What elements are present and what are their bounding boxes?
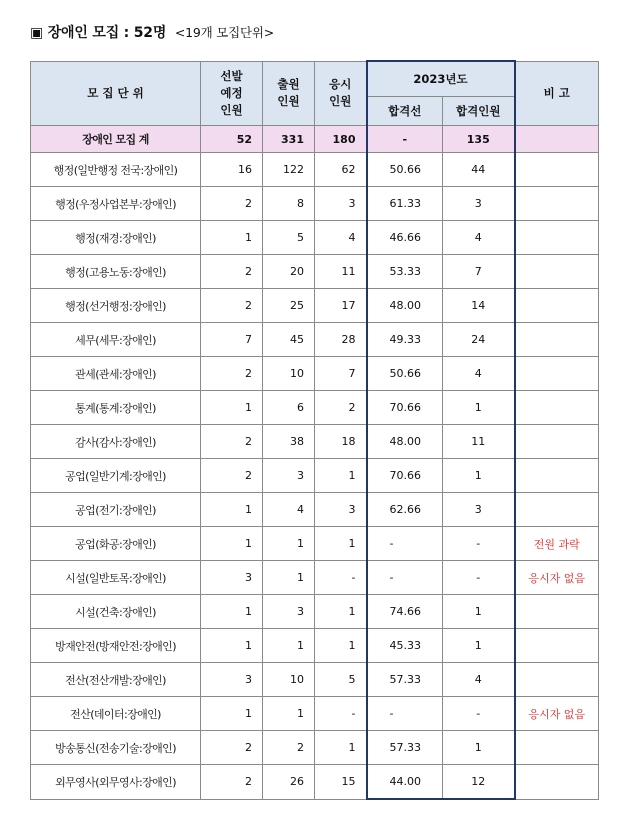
cell-planned: 2 <box>201 765 263 800</box>
cell-applied: 45 <box>263 323 315 357</box>
cell-applied: 26 <box>263 765 315 800</box>
cell-cutoff: 57.33 <box>367 663 443 697</box>
table-row <box>31 425 599 459</box>
header-passed: 합격인원 <box>443 97 515 126</box>
cell-applied: 38 <box>263 425 315 459</box>
cell-applied: 1 <box>263 527 315 561</box>
table-row <box>31 765 599 800</box>
cell-tested: 7 <box>315 357 367 391</box>
cell-planned: 2 <box>201 255 263 289</box>
cell-applied: 4 <box>263 493 315 527</box>
cell-planned: 1 <box>201 221 263 255</box>
cell-note <box>515 459 599 493</box>
cell-tested: 5 <box>315 663 367 697</box>
table-body <box>31 126 599 800</box>
cell-passed: - <box>443 697 515 731</box>
recruitment-table <box>30 60 599 800</box>
cell-passed: 1 <box>443 731 515 765</box>
table-row <box>31 255 599 289</box>
cell-tested: 1 <box>315 527 367 561</box>
cell-name: 통계(통계:장애인) <box>31 391 201 425</box>
cell-name: 행정(일반행정 전국:장애인) <box>31 153 201 187</box>
total-note <box>515 126 599 153</box>
table-row <box>31 221 599 255</box>
total-planned: 52 <box>201 126 263 153</box>
cell-cutoff: 70.66 <box>367 391 443 425</box>
cell-note <box>515 493 599 527</box>
cell-note <box>515 187 599 221</box>
cell-planned: 2 <box>201 731 263 765</box>
cell-cutoff: 70.66 <box>367 459 443 493</box>
cell-planned: 2 <box>201 289 263 323</box>
cell-name: 세무(세무:장애인) <box>31 323 201 357</box>
cell-note: 전원 과락 <box>515 527 599 561</box>
header-cutoff: 합격선 <box>367 97 443 126</box>
total-name: 장애인 모집 계 <box>31 126 201 153</box>
cell-note <box>515 663 599 697</box>
header-tested-text: 응시 인원 <box>329 77 352 109</box>
cell-name: 행정(재경:장애인) <box>31 221 201 255</box>
cell-cutoff: 50.66 <box>367 153 443 187</box>
cell-tested: 18 <box>315 425 367 459</box>
cell-name: 방재안전(방재안전:장애인) <box>31 629 201 663</box>
cell-name: 관세(관세:장애인) <box>31 357 201 391</box>
cell-cutoff: - <box>367 697 443 731</box>
total-cutoff: - <box>367 126 443 153</box>
cell-cutoff: 57.33 <box>367 731 443 765</box>
header-planned <box>201 61 263 126</box>
cell-note <box>515 391 599 425</box>
cell-cutoff: - <box>367 527 443 561</box>
cell-planned: 3 <box>201 663 263 697</box>
cell-passed: 4 <box>443 663 515 697</box>
cell-note: 응시자 없음 <box>515 697 599 731</box>
cell-applied: 10 <box>263 357 315 391</box>
cell-tested: - <box>315 561 367 595</box>
cell-tested: 1 <box>315 629 367 663</box>
cell-note <box>515 289 599 323</box>
cell-note <box>515 765 599 800</box>
table-row <box>31 153 599 187</box>
square-marker-icon: ▣ <box>30 25 44 41</box>
cell-note <box>515 255 599 289</box>
cell-tested: 11 <box>315 255 367 289</box>
cell-name: 외무영사(외무영사:장애인) <box>31 765 201 800</box>
cell-tested: 15 <box>315 765 367 800</box>
cell-note <box>515 731 599 765</box>
cell-note <box>515 323 599 357</box>
header-note: 비 고 <box>515 61 599 126</box>
cell-passed: 24 <box>443 323 515 357</box>
header-applied-text: 출원 인원 <box>277 77 300 109</box>
cell-name: 감사(감사:장애인) <box>31 425 201 459</box>
title-sub: <19개 모집단위> <box>174 25 275 40</box>
cell-applied: 5 <box>263 221 315 255</box>
cell-note <box>515 629 599 663</box>
cell-tested: 1 <box>315 459 367 493</box>
cell-applied: 1 <box>263 697 315 731</box>
total-tested: 180 <box>315 126 367 153</box>
total-applied: 331 <box>263 126 315 153</box>
cell-tested: - <box>315 697 367 731</box>
cell-note <box>515 153 599 187</box>
table-row <box>31 663 599 697</box>
cell-note <box>515 425 599 459</box>
cell-passed: 1 <box>443 459 515 493</box>
cell-name: 행정(선거행정:장애인) <box>31 289 201 323</box>
title-main: 장애인 모집 : 52명 <box>47 25 167 41</box>
cell-passed: - <box>443 527 515 561</box>
table-row <box>31 561 599 595</box>
cell-passed: 1 <box>443 391 515 425</box>
cell-name: 공업(화공:장애인) <box>31 527 201 561</box>
header-unit: 모 집 단 위 <box>31 61 201 126</box>
cell-passed: 7 <box>443 255 515 289</box>
header-planned-text: 선발 예정 인원 <box>220 68 243 117</box>
cell-planned: 1 <box>201 527 263 561</box>
table-row <box>31 595 599 629</box>
cell-cutoff: 44.00 <box>367 765 443 800</box>
cell-name: 행정(우정사업본부:장애인) <box>31 187 201 221</box>
cell-planned: 3 <box>201 561 263 595</box>
cell-cutoff: 74.66 <box>367 595 443 629</box>
cell-passed: 3 <box>443 493 515 527</box>
cell-applied: 2 <box>263 731 315 765</box>
cell-cutoff: 49.33 <box>367 323 443 357</box>
cell-tested: 3 <box>315 187 367 221</box>
cell-name: 시설(건축:장애인) <box>31 595 201 629</box>
cell-name: 공업(전기:장애인) <box>31 493 201 527</box>
cell-applied: 1 <box>263 561 315 595</box>
table-row <box>31 357 599 391</box>
header-year-group: 2023년도 <box>367 61 515 97</box>
table-row <box>31 391 599 425</box>
cell-planned: 2 <box>201 425 263 459</box>
cell-applied: 3 <box>263 595 315 629</box>
table-row <box>31 527 599 561</box>
cell-cutoff: 50.66 <box>367 357 443 391</box>
cell-passed: 11 <box>443 425 515 459</box>
cell-planned: 2 <box>201 187 263 221</box>
cell-passed: 4 <box>443 221 515 255</box>
page-title <box>30 22 274 42</box>
cell-tested: 2 <box>315 391 367 425</box>
table-row <box>31 697 599 731</box>
cell-name: 방송통신(전송기술:장애인) <box>31 731 201 765</box>
cell-name: 전산(데이터:장애인) <box>31 697 201 731</box>
cell-planned: 2 <box>201 357 263 391</box>
cell-tested: 1 <box>315 595 367 629</box>
table-row <box>31 289 599 323</box>
cell-tested: 3 <box>315 493 367 527</box>
table-row <box>31 629 599 663</box>
cell-planned: 16 <box>201 153 263 187</box>
cell-cutoff: 46.66 <box>367 221 443 255</box>
cell-applied: 8 <box>263 187 315 221</box>
table-row <box>31 731 599 765</box>
cell-passed: 12 <box>443 765 515 800</box>
recruitment-table-wrapper <box>30 60 598 800</box>
cell-applied: 3 <box>263 459 315 493</box>
cell-note: 응시자 없음 <box>515 561 599 595</box>
cell-cutoff: 53.33 <box>367 255 443 289</box>
cell-planned: 1 <box>201 629 263 663</box>
total-row <box>31 126 599 153</box>
cell-passed: 3 <box>443 187 515 221</box>
table-row <box>31 323 599 357</box>
cell-applied: 10 <box>263 663 315 697</box>
cell-passed: 1 <box>443 629 515 663</box>
cell-cutoff: 48.00 <box>367 425 443 459</box>
cell-name: 시설(일반토목:장애인) <box>31 561 201 595</box>
cell-note <box>515 357 599 391</box>
cell-passed: 1 <box>443 595 515 629</box>
cell-planned: 7 <box>201 323 263 357</box>
cell-applied: 122 <box>263 153 315 187</box>
cell-applied: 1 <box>263 629 315 663</box>
cell-cutoff: 48.00 <box>367 289 443 323</box>
cell-name: 행정(고용노동:장애인) <box>31 255 201 289</box>
cell-cutoff: 62.66 <box>367 493 443 527</box>
cell-note <box>515 221 599 255</box>
cell-tested: 1 <box>315 731 367 765</box>
cell-planned: 1 <box>201 697 263 731</box>
header-tested <box>315 61 367 126</box>
cell-applied: 25 <box>263 289 315 323</box>
cell-tested: 28 <box>315 323 367 357</box>
cell-tested: 62 <box>315 153 367 187</box>
cell-passed: 44 <box>443 153 515 187</box>
total-passed: 135 <box>443 126 515 153</box>
cell-applied: 20 <box>263 255 315 289</box>
cell-name: 공업(일반기계:장애인) <box>31 459 201 493</box>
header-applied <box>263 61 315 126</box>
cell-tested: 17 <box>315 289 367 323</box>
cell-passed: 4 <box>443 357 515 391</box>
table-row <box>31 493 599 527</box>
cell-cutoff: 45.33 <box>367 629 443 663</box>
cell-planned: 1 <box>201 595 263 629</box>
cell-planned: 1 <box>201 391 263 425</box>
cell-passed: 14 <box>443 289 515 323</box>
cell-planned: 2 <box>201 459 263 493</box>
cell-planned: 1 <box>201 493 263 527</box>
cell-cutoff: 61.33 <box>367 187 443 221</box>
cell-name: 전산(전산개발:장애인) <box>31 663 201 697</box>
cell-applied: 6 <box>263 391 315 425</box>
cell-tested: 4 <box>315 221 367 255</box>
table-row <box>31 187 599 221</box>
cell-cutoff: - <box>367 561 443 595</box>
table-row <box>31 459 599 493</box>
cell-note <box>515 595 599 629</box>
cell-passed: - <box>443 561 515 595</box>
